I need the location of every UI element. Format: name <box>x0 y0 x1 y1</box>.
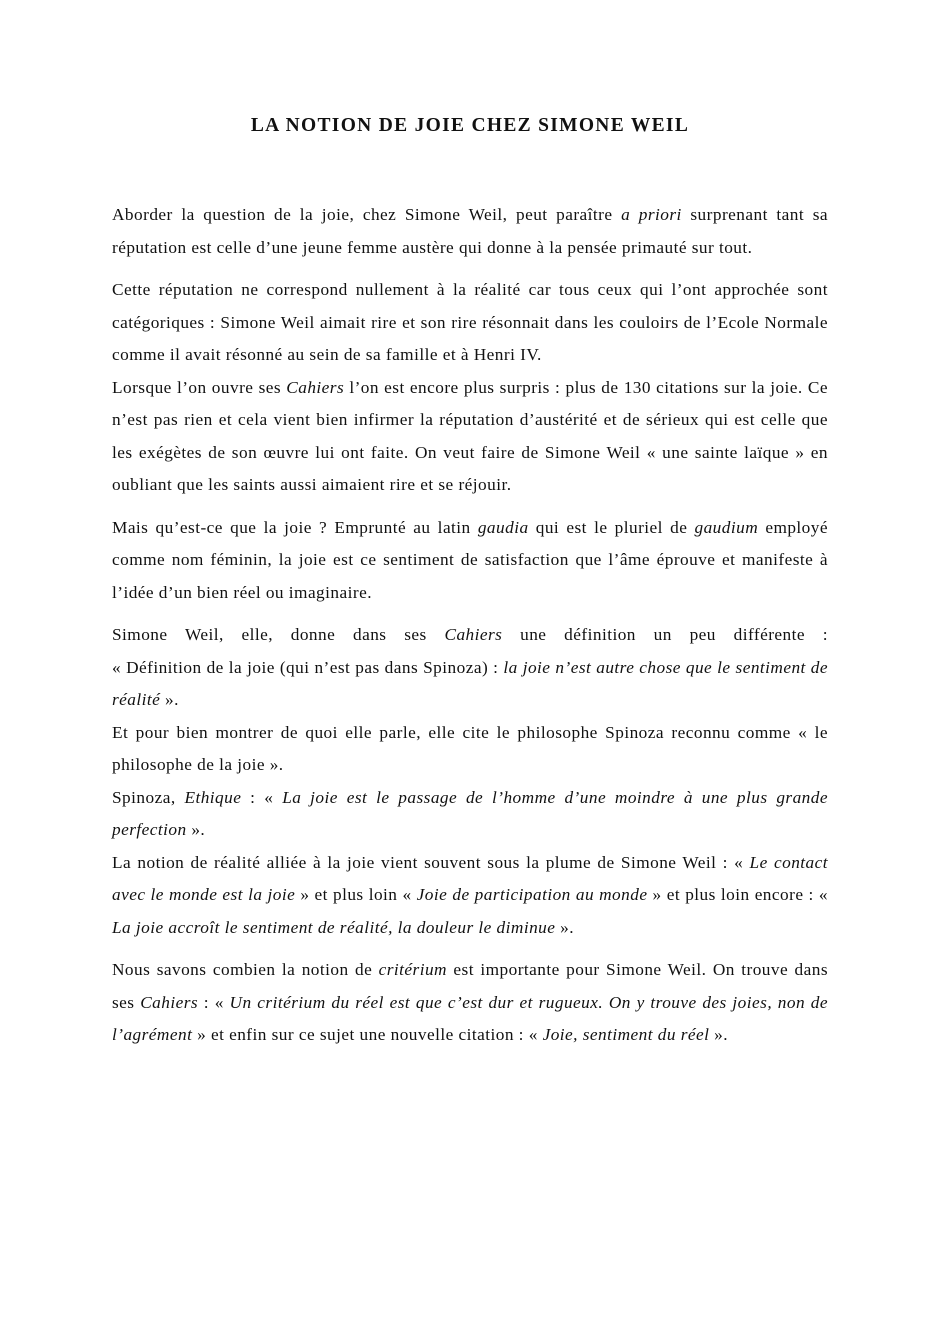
text-run: » et enfin sur ce sujet une nouvelle citation : « <box>192 1025 543 1044</box>
text-run: Mais qu’est-ce que la joie ? Emprunté au latin <box>112 517 478 537</box>
text-run: Nous savons combien la notion de <box>112 960 379 979</box>
italic-text: Cahiers <box>140 992 199 1012</box>
italic-text: Joie, sentiment du réel <box>542 1025 710 1044</box>
text-run: Cette réputation ne correspond nullement à la réalité car tous ceux qui l’ont approchée sont catégoriques : Simone Weil aimait rire et son rire résonnait dans les couloirs de l’Ecole Normale comme il avait résonné au sein de sa famille et à Henri IV. <box>112 280 828 364</box>
text-run: une définition un peu différente : <box>502 625 828 644</box>
italic-text: critérium <box>378 960 447 979</box>
text-run: : « <box>198 992 230 1012</box>
paragraph <box>112 954 828 1052</box>
italic-text: gaudia <box>477 517 529 537</box>
text-run: ». <box>555 917 575 937</box>
text-run: ». <box>160 690 179 709</box>
text-run: qui est le pluriel de <box>528 517 695 537</box>
text-run: » et plus loin « <box>295 885 417 904</box>
text-run: « Définition de la joie (qui n’est pas dans Spinoza) : <box>112 657 504 677</box>
text-run: Et pour bien montrer de quoi elle parle, elle cite le philosophe Spinoza reconnu comme « le philosophe de la joie ». <box>112 722 828 774</box>
document-body <box>112 199 828 1052</box>
italic-text: Un critérium du réel est que c’est dur et rugueux. On y trouve des joies, non de l’agrément <box>112 992 828 1044</box>
italic-text: La joie accroît le sentiment de réalité, la douleur le diminue <box>112 917 556 937</box>
text-run: » et plus loin encore : « <box>647 885 828 904</box>
paragraph <box>112 199 828 264</box>
italic-text: Ethique <box>184 787 242 807</box>
paragraph <box>112 652 828 717</box>
italic-text: Cahiers <box>444 625 503 644</box>
text-run: Simone Weil, elle, donne dans ses <box>112 625 445 644</box>
paragraph <box>112 717 828 782</box>
text-run: Lorsque l’on ouvre ses <box>112 377 287 397</box>
italic-text: gaudium <box>694 517 759 537</box>
text-run: La notion de réalité alliée à la joie vient souvent sous la plume de Simone Weil : « <box>112 852 750 872</box>
text-run: surprenant tant sa réputation est celle d’une jeune femme austère qui donne à la pensée primauté sur tout. <box>112 205 828 257</box>
text-run: employé comme nom féminin, la joie est ce sentiment de satisfaction que l’âme éprouve et manifeste à l’idée d’un bien réel ou imaginaire. <box>112 517 828 602</box>
text-run: Spinoza, <box>112 787 185 807</box>
paragraph <box>112 619 828 652</box>
paragraph <box>112 372 828 502</box>
text-run: l’on est encore plus surpris : plus de 130 citations sur la joie. Ce n’est pas rien et cela vient bien infirmer la réputation d’austérité et de sérieux qui est celle que les exégètes de son œuvre lui ont faite. On veut faire de Simone Weil « une sainte laïque » en oubliant que les saints aussi aimaient rire et se réjouir. <box>112 377 828 494</box>
paragraph <box>112 782 828 847</box>
text-run: Aborder la question de la joie, chez Simone Weil, peut paraître <box>112 205 622 224</box>
paragraph <box>112 274 828 372</box>
italic-text: Le contact avec le monde est la joie <box>112 852 828 904</box>
document-title: LA NOTION DE JOIE CHEZ SIMONE WEIL <box>250 115 690 136</box>
text-run: ». <box>186 820 206 839</box>
paragraph <box>112 847 828 945</box>
paragraph <box>112 512 828 610</box>
text-run: ». <box>709 1025 729 1044</box>
italic-text: a priori <box>621 205 682 224</box>
text-run: est importante pour Simone Weil. On trouve dans ses <box>112 960 828 1012</box>
text-run: : « <box>241 787 283 807</box>
italic-text: Cahiers <box>286 377 345 397</box>
italic-text: Joie de participation au monde <box>416 885 648 904</box>
italic-text: la joie n’est autre chose que le sentiment de réalité <box>112 657 828 709</box>
italic-text: La joie est le passage de l’homme d’une moindre à une plus grande perfection <box>112 787 828 839</box>
